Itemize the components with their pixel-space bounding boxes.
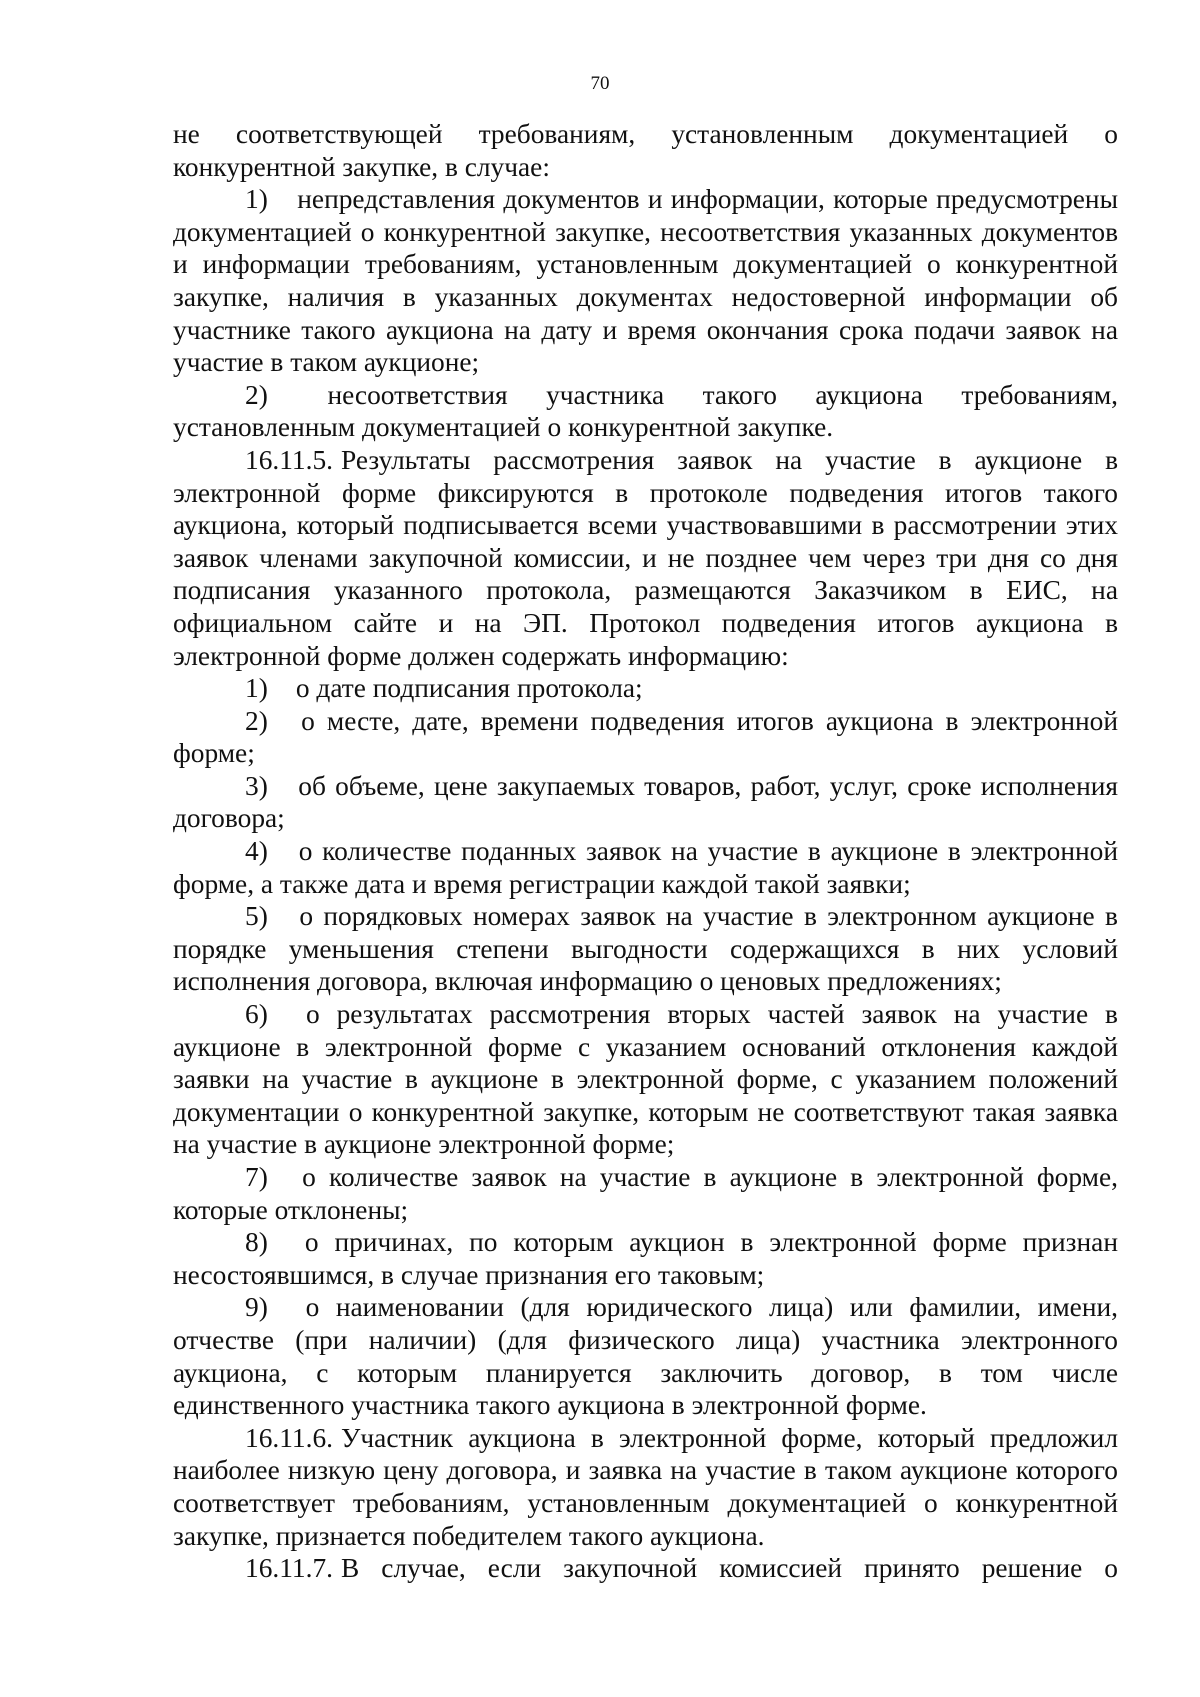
list-item-text: о результатах рассмотрения вторых частей заявок на участие в аукционе в электронной форме с указанием оснований отклонения каждой заявки на участие в аукционе в электронной форме, с указанием положений документации о конкурентной закупке, которым не соответствуют такая заявка на участие в аукционе электронной форме; xyxy=(173,999,1118,1160)
clause-16-11-5 xyxy=(173,444,1118,672)
clause-16-11-6 xyxy=(173,1422,1118,1552)
clause-text: Участник аукциона в электронной форме, который предложил наиболее низкую цену договора, и заявка на участие в таком аукционе которого соответствует требованиям, установленным документацией о конкурентной закупке, признается победителем такого аукциона. xyxy=(173,1422,1118,1551)
list-item-text: несоответствия участника такого аукциона требованиям, установленным документацией о конкурентной закупке. xyxy=(173,379,1118,443)
clause-text: В случае, если закупочной комиссией принято решение о xyxy=(341,1553,1118,1584)
list-item-4 xyxy=(173,835,1118,900)
paragraph-text: не соответствующей требованиям, установленным документацией о конкурентной закупке, в случае: xyxy=(173,119,1118,182)
list-item-text: о месте, дате, времени подведения итогов аукциона в электронной форме; xyxy=(173,705,1118,769)
list-item-text: непредставления документов и информации, которые предусмотрены документацией о конкурентной закупке, несоответствия указанных документов и информации требованиям, установленным документацией о конкурентной закупке, наличия в указанных документах недостоверной информации об участнике такого аукциона на дату и время окончания срока подачи заявок на участие в таком аукционе; xyxy=(173,184,1118,378)
list-item-text: о дате подписания протокола; xyxy=(295,673,643,704)
list-item-3 xyxy=(173,770,1118,835)
clause-text: Результаты рассмотрения заявок на участие в аукционе в электронной форме фиксируются в протоколе подведения итогов такого аукциона, который подписывается всеми участвовавшими в рассмотрении этих заявок членами закупочной комиссии, и не позднее чем через три дня со дня подписания указанного протокола, размещаются Заказчиком в ЕИС, на официальном сайте и на ЭП. Протокол подведения итогов аукциона в электронной форме должен содержать информацию: xyxy=(173,444,1118,671)
list-number: 7) xyxy=(245,1162,268,1192)
list-number: 1) xyxy=(245,184,268,215)
list-item-9 xyxy=(173,1291,1118,1421)
list-item-8 xyxy=(173,1226,1118,1291)
clause-number: 16.11.7. xyxy=(245,1553,334,1584)
list-number: 2) xyxy=(245,705,268,736)
list-item-2 xyxy=(173,379,1118,444)
list-item-text: о количестве поданных заявок на участие в аукционе в электронной форме, а также дата и время регистрации каждой такой заявки; xyxy=(173,836,1118,899)
list-item-text: об объеме, цене закупаемых товаров, работ, услуг, сроке исполнения договора; xyxy=(173,770,1118,834)
clause-number: 16.11.6. xyxy=(245,1422,334,1453)
list-item-1 xyxy=(173,672,1118,705)
list-item-2 xyxy=(173,705,1118,770)
list-number: 2) xyxy=(245,379,268,410)
list-number: 5) xyxy=(245,901,268,932)
list-item-text: о количестве заявок на участие в аукционе в электронной форме, которые отклонены; xyxy=(173,1162,1118,1225)
page-number: 70 xyxy=(590,73,610,94)
clause-16-11-7 xyxy=(173,1552,1118,1585)
list-number: 9) xyxy=(245,1292,268,1323)
document-body xyxy=(173,118,1118,1585)
list-number: 6) xyxy=(245,999,268,1030)
list-number: 1) xyxy=(245,673,268,704)
list-number: 3) xyxy=(245,770,268,801)
list-item-text: о причинах, по которым аукцион в электронной форме признан несостоявшимся, в случае признания его таковым; xyxy=(173,1227,1118,1290)
list-item-7 xyxy=(173,1161,1118,1226)
list-number: 8) xyxy=(245,1227,268,1258)
list-number: 4) xyxy=(245,836,268,867)
list-item-5 xyxy=(173,900,1118,998)
paragraph-continuation xyxy=(173,118,1118,183)
list-item-6 xyxy=(173,998,1118,1161)
list-item-1 xyxy=(173,183,1118,379)
list-item-text: о наименовании (для юридического лица) или фамилии, имени, отчестве (при наличии) (для физического лица) участника электронного аукциона, с которым планируется заключить договор, в том числе единственного участника такого аукциона в электронной форме. xyxy=(173,1292,1118,1421)
list-item-text: о порядковых номерах заявок на участие в электронном аукционе в порядке уменьшения степени выгодности содержащихся в них условий исполнения договора, включая информацию о ценовых предложениях; xyxy=(173,901,1118,997)
clause-number: 16.11.5. xyxy=(245,444,334,475)
